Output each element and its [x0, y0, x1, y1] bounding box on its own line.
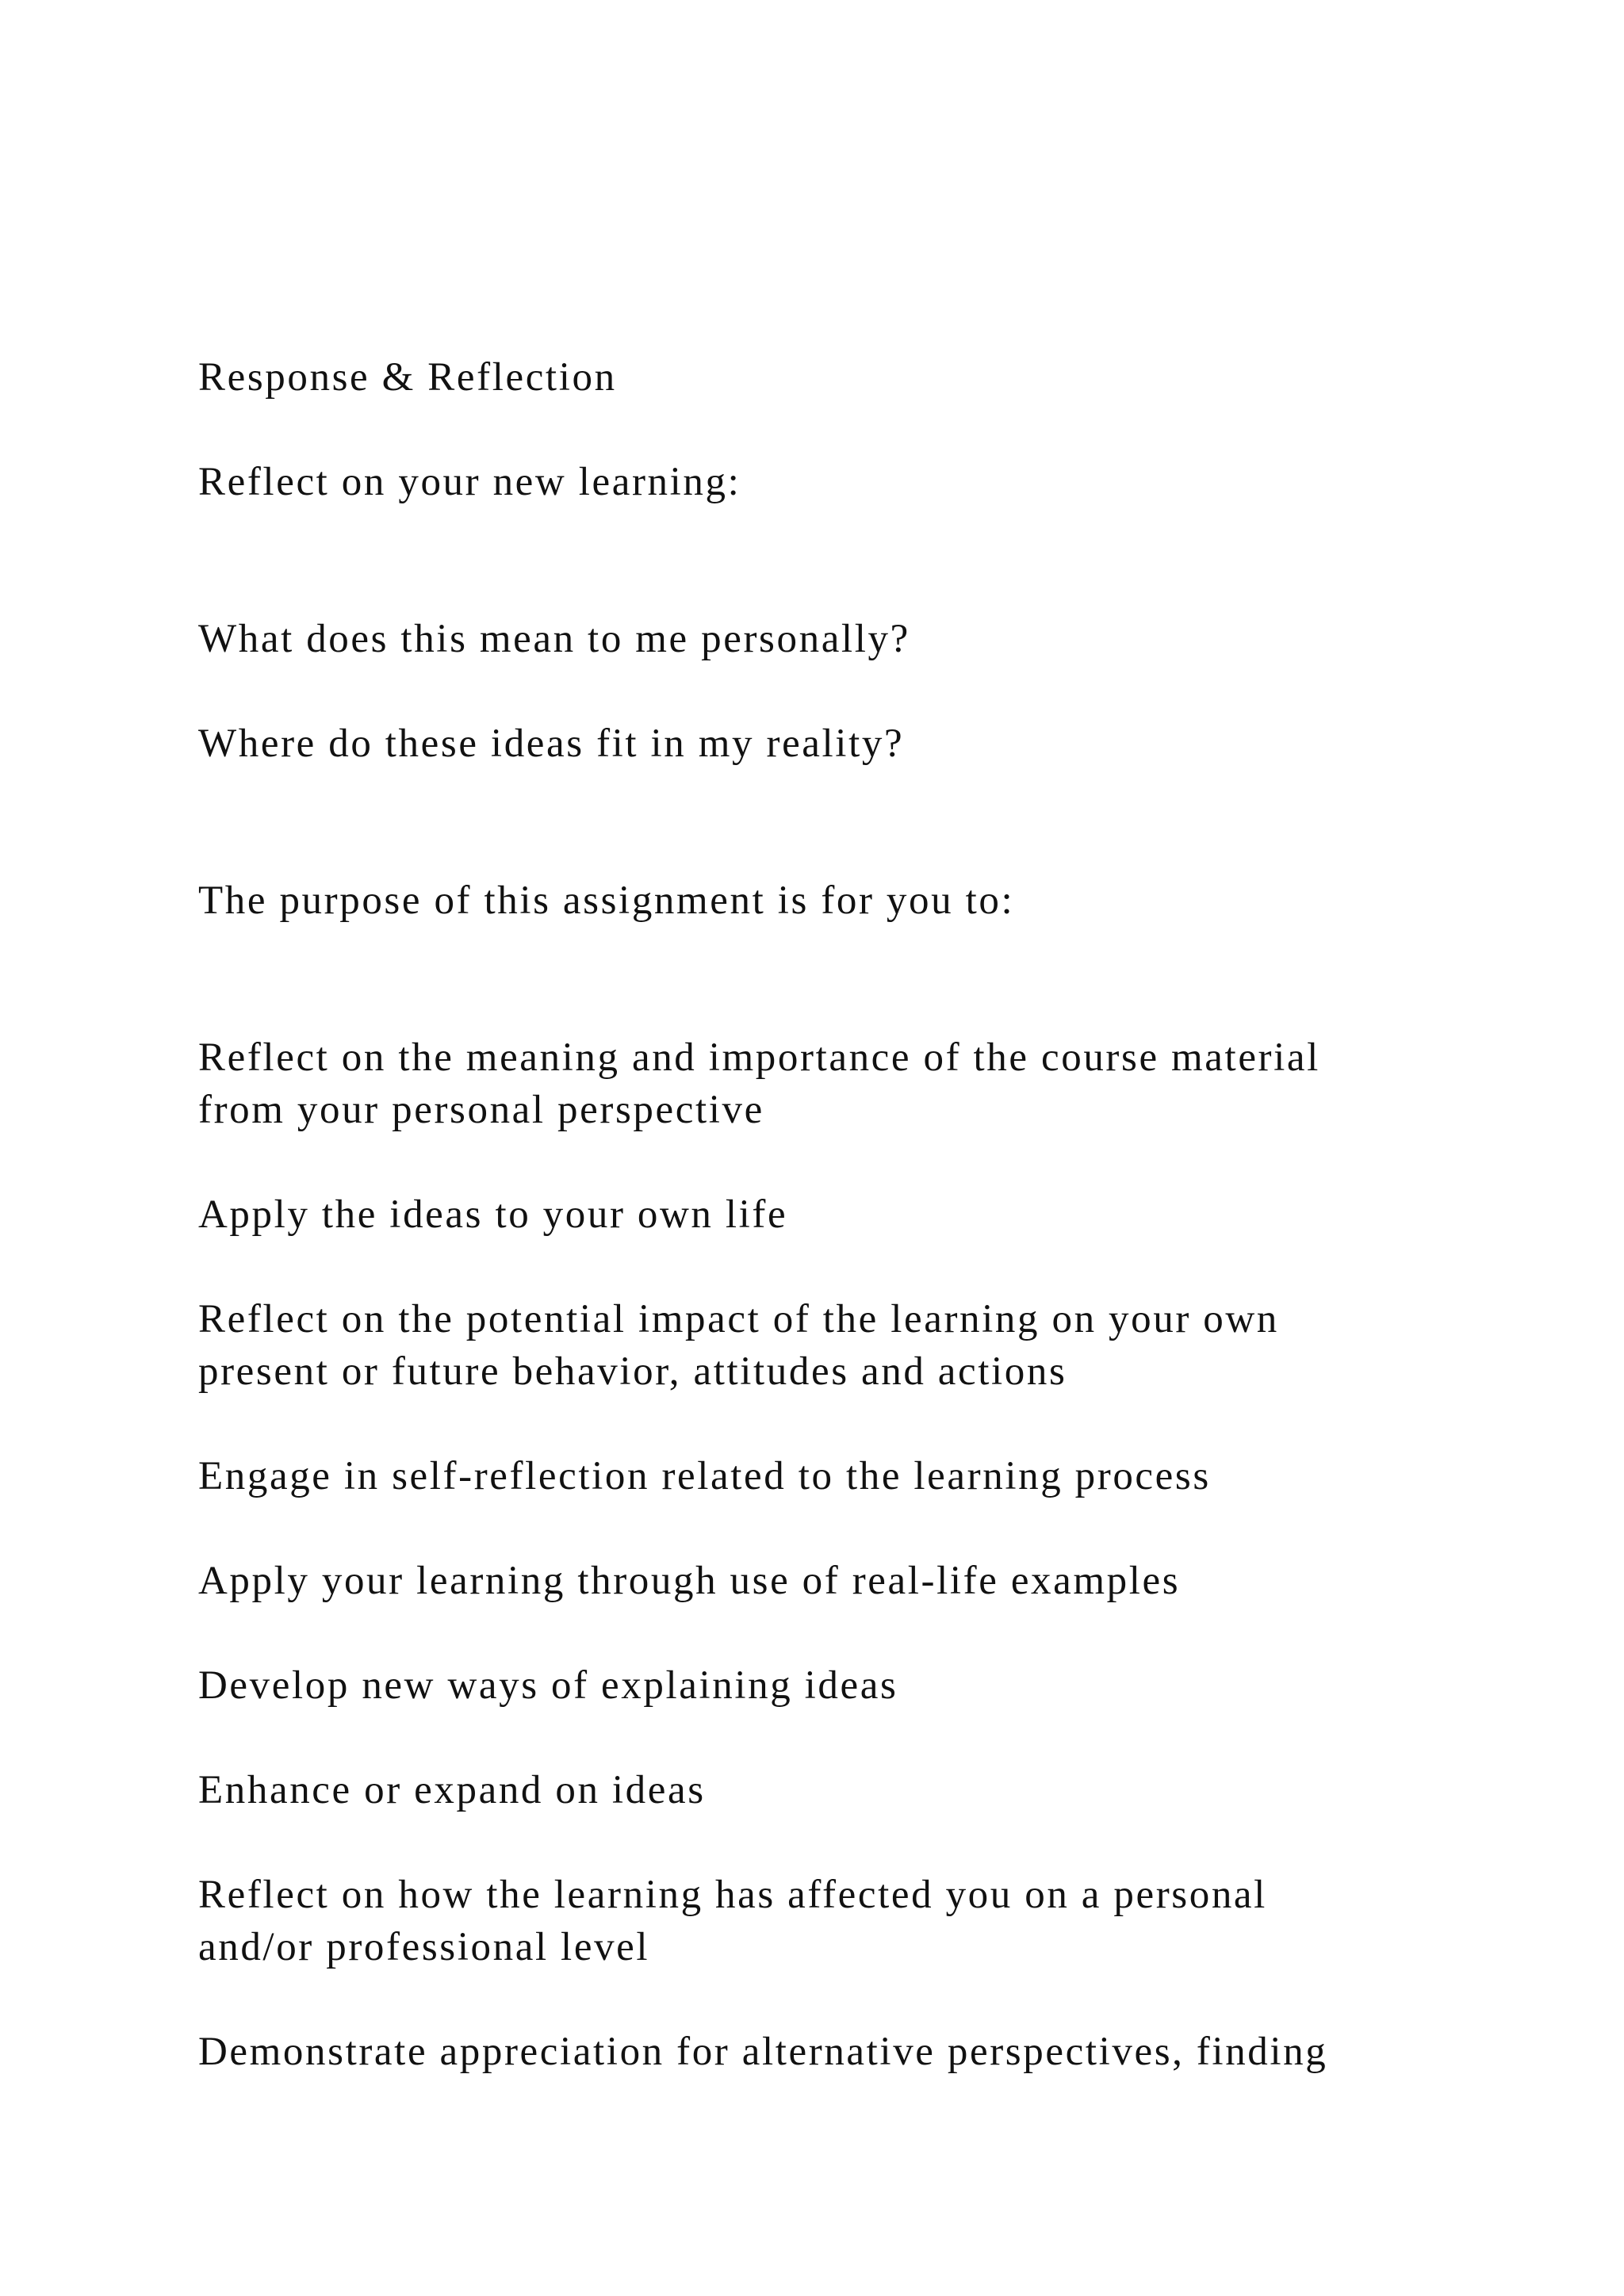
purpose-heading: The purpose of this assignment is for you to:	[198, 878, 1015, 923]
purpose-item-line: from your personal perspective	[198, 1088, 764, 1132]
purpose-item-line: Engage in self-reflection related to the learning process	[198, 1454, 1211, 1498]
purpose-item-line: Reflect on how the learning has affected you on a personal	[198, 1873, 1267, 1917]
question-1: What does this mean to me personally?	[198, 617, 910, 661]
purpose-item-line: Reflect on the meaning and importance of the course material	[198, 1035, 1320, 1080]
purpose-item-line: Apply the ideas to your own life	[198, 1192, 788, 1237]
purpose-item-line: Enhance or expand on ideas	[198, 1768, 706, 1812]
question-2: Where do these ideas fit in my reality?	[198, 721, 905, 766]
purpose-item-line: and/or professional level	[198, 1925, 650, 1969]
purpose-item-line: Reflect on the potential impact of the learning on your own	[198, 1297, 1279, 1341]
document-title: Response & Reflection	[198, 355, 617, 400]
purpose-item-line: Develop new ways of explaining ideas	[198, 1663, 898, 1708]
intro-text: Reflect on your new learning:	[198, 460, 741, 504]
purpose-item-line: Demonstrate appreciation for alternative perspectives, finding	[198, 2030, 1328, 2074]
purpose-item-line: Apply your learning through use of real-life examples	[198, 1559, 1181, 1603]
purpose-item-line: present or future behavior, attitudes and actions	[198, 1349, 1067, 1394]
